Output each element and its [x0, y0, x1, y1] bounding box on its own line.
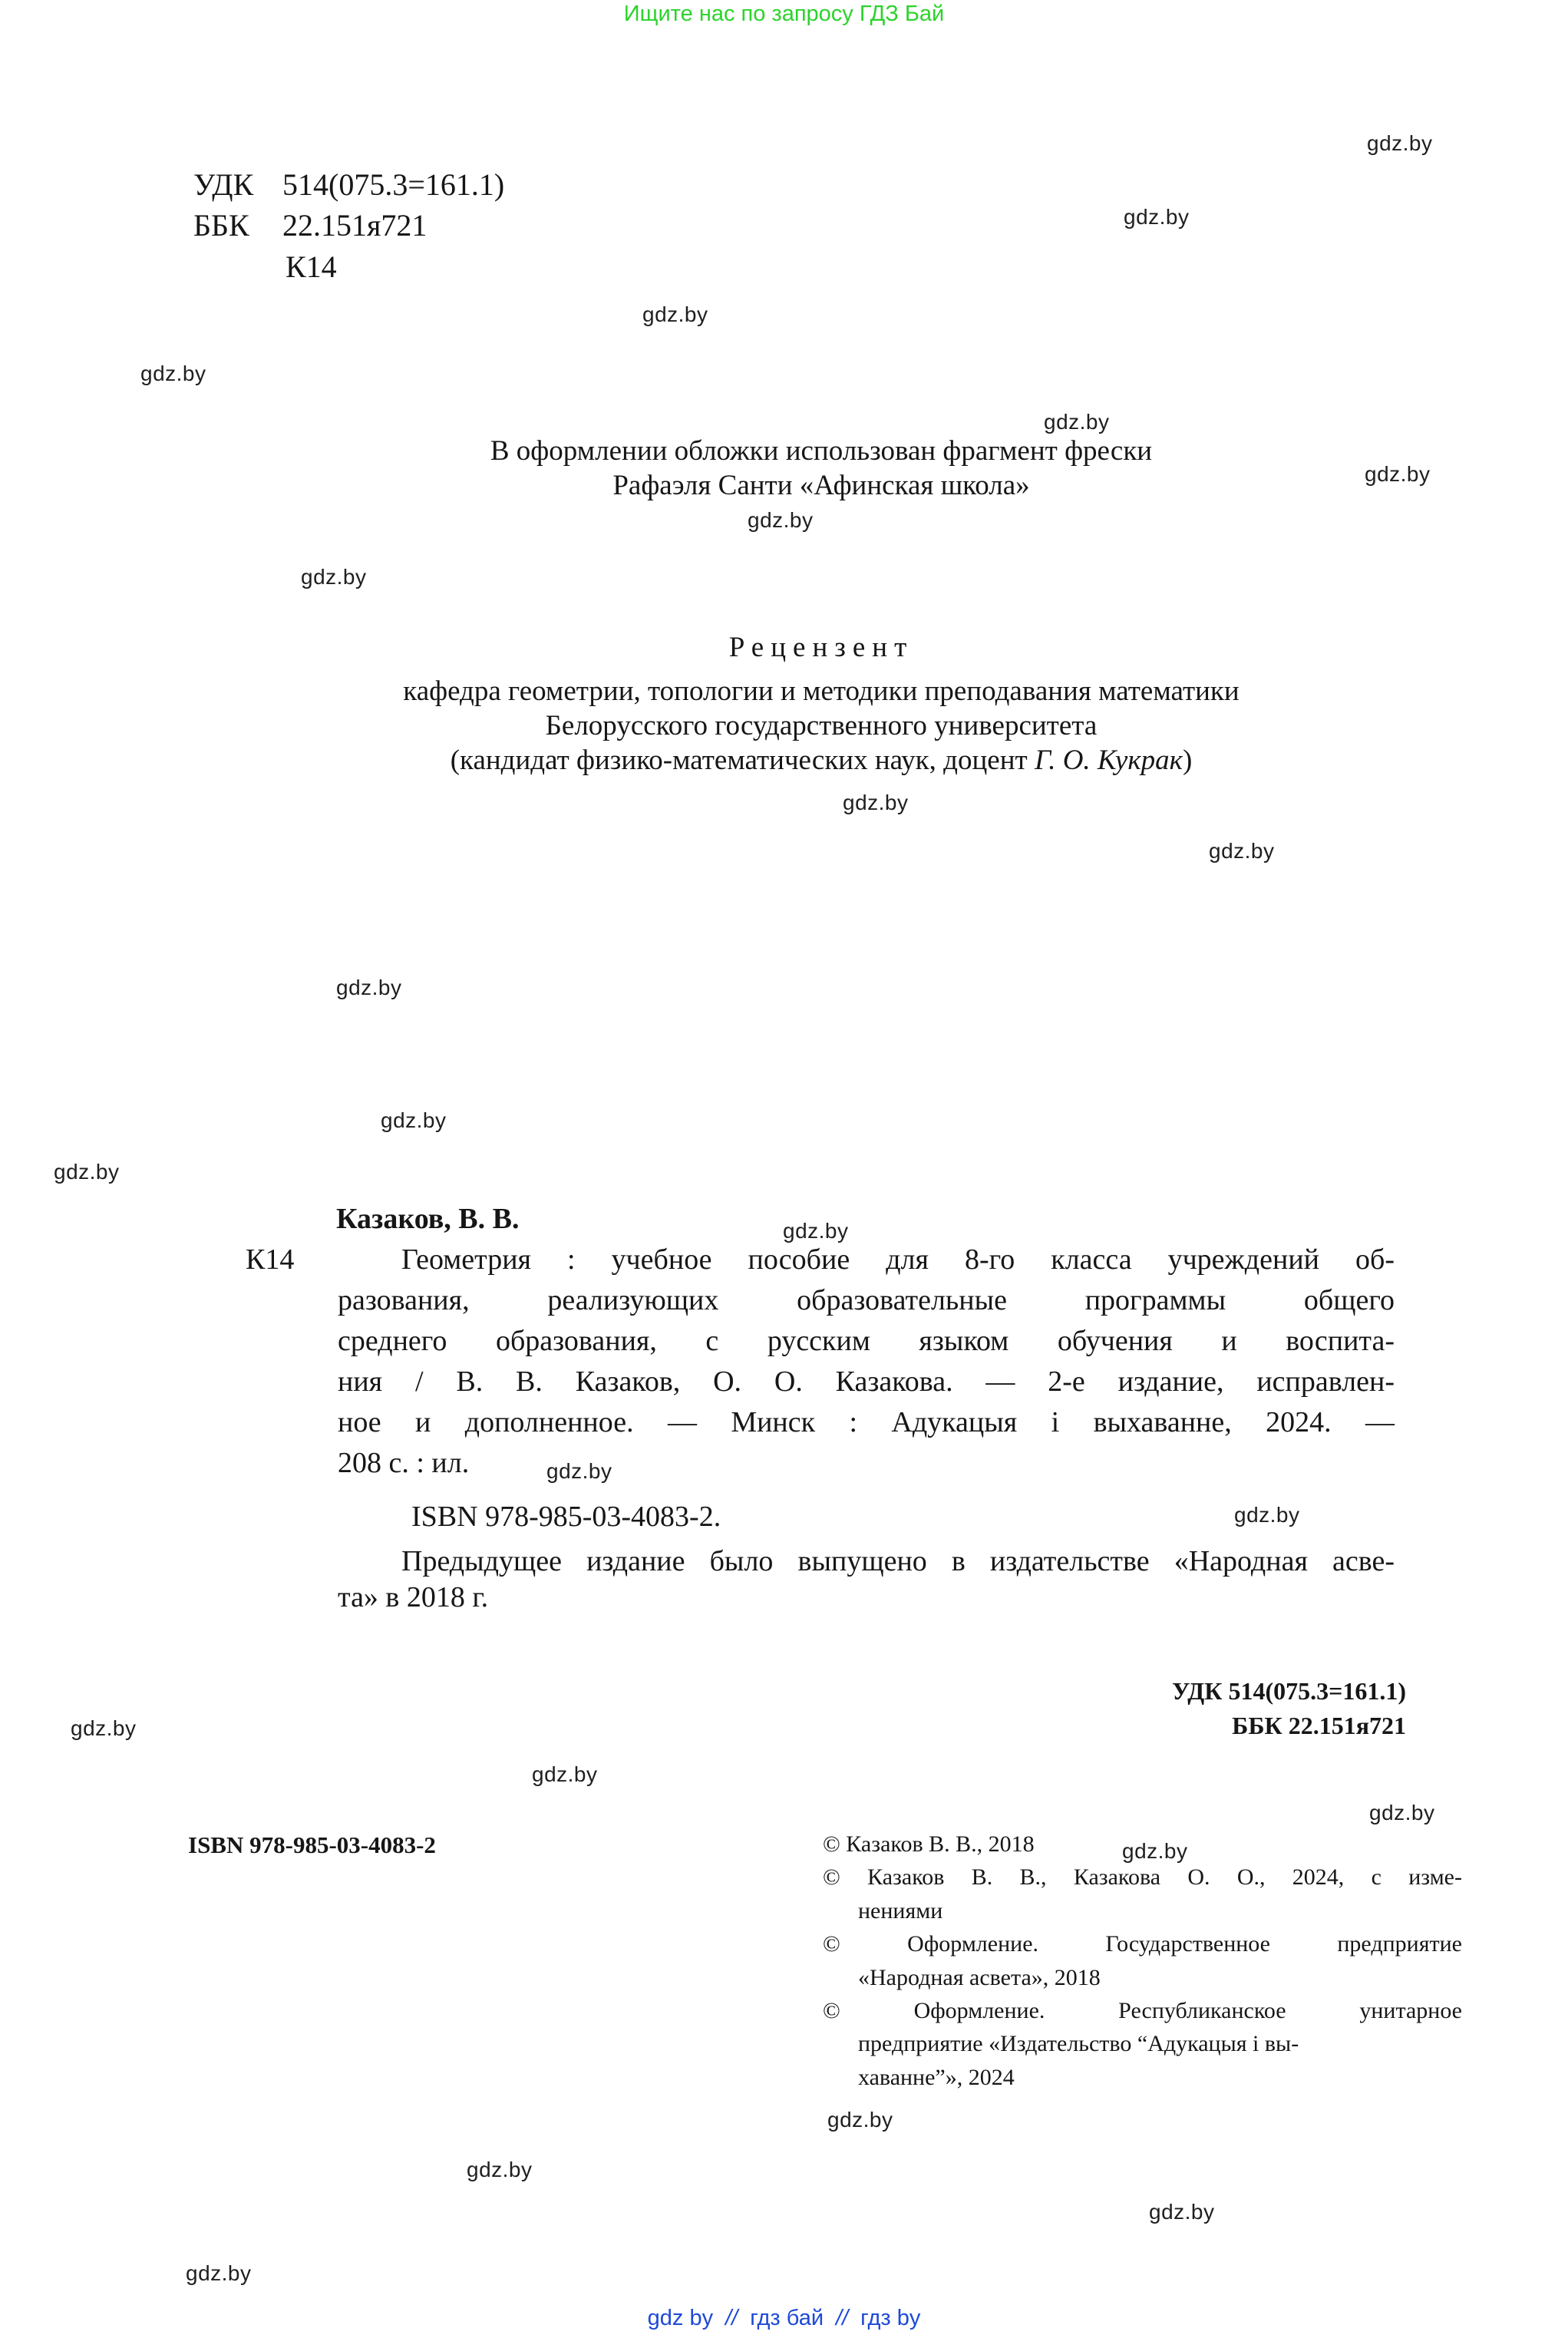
bbk-code-row	[193, 210, 427, 241]
gdz-watermark: gdz.by	[642, 302, 708, 326]
footer-link[interactable]: гдз бай	[750, 2306, 824, 2330]
text-line: ния / В. В. Казаков, О. О. Казакова. — 2-е издание, исправлен-	[338, 1365, 1395, 1398]
gdz-watermark: gdz.by	[1234, 1503, 1300, 1527]
gdz-watermark: gdz.by	[1149, 2200, 1215, 2224]
text-line: © Оформление. Республиканское унитарное	[823, 1998, 1462, 2024]
bbk-label: ББК	[193, 208, 249, 243]
gdz-watermark: gdz.by	[783, 1219, 849, 1243]
gdz-watermark: gdz.by	[748, 508, 814, 532]
reviewer-name: Г. О. Кукрак	[1034, 745, 1183, 776]
gdz-watermark: gdz.by	[1124, 205, 1190, 229]
gdz-watermark: gdz.by	[140, 362, 206, 385]
text-line: © Казаков В. В., Казакова О. О., 2024, с изме-	[823, 1864, 1462, 1891]
bottom-codes-block	[1172, 1674, 1406, 1743]
copyright-block	[823, 1828, 1462, 2094]
promo-notice: Ищите нас по запросу ГДЗ Бай	[623, 2, 945, 26]
gdz-watermark: gdz.by	[381, 1108, 447, 1132]
reviewer-line3-prefix: (кандидат физико-математических наук, доцент	[450, 745, 1035, 776]
prev-edition	[338, 1544, 1395, 1616]
gdz-watermark: gdz.by	[1367, 131, 1433, 155]
reviewer-line2: Белорусского государственного университета	[545, 710, 1098, 741]
udk-value: 514(075.3=161.1)	[282, 167, 505, 202]
text-line: ное и дополненное. — Минск : Адукацыя і выхаванне, 2024. —	[338, 1406, 1395, 1438]
gdz-watermark: gdz.by	[1044, 410, 1110, 434]
text-line: 208 с. : ил.	[338, 1447, 470, 1479]
isbn-catalog-line: ISBN 978-985-03-4083-2.	[411, 1501, 721, 1533]
text-line: та» в 2018 г.	[338, 1581, 489, 1613]
text-line: среднего образования, с русским языком обучения и воспита-	[338, 1325, 1395, 1357]
gdz-watermark: gdz.by	[546, 1459, 612, 1483]
reviewer-line3-suffix: )	[1182, 745, 1193, 776]
text-line: Предыдущее издание было выпущено в издательстве «Народная асве-	[401, 1545, 1395, 1577]
reviewer-heading: Рецензент	[728, 632, 914, 663]
cover-note-line1: В оформлении обложки использован фрагмент фрески	[490, 435, 1153, 467]
gdz-watermark: gdz.by	[54, 1160, 120, 1184]
gdz-watermark: gdz.by	[1209, 839, 1275, 863]
footer-links	[0, 2307, 1568, 2330]
cover-note-line2: Рафаэля Санти «Афинская школа»	[612, 470, 1030, 501]
text-line: хаванне”», 2024	[858, 2064, 1015, 2090]
bottom-bbk: ББК 22.151я721	[1232, 1712, 1406, 1739]
catalog-author-heading: Казаков, В. В.	[336, 1203, 520, 1235]
udk-label: УДК	[193, 167, 254, 202]
gdz-watermark: gdz.by	[827, 2108, 893, 2132]
text-line: предприятие «Издательство “Адукацыя і вы-	[858, 2031, 1299, 2057]
footer-separator: //	[836, 2306, 849, 2330]
author-sign: К14	[286, 249, 337, 284]
bbk-value: 22.151я721	[282, 208, 427, 243]
gdz-watermark: gdz.by	[301, 565, 367, 589]
text-line: Геометрия : учебное пособие для 8-го класса учреждений об-	[401, 1243, 1395, 1276]
catalog-paragraph	[338, 1240, 1395, 1484]
text-line: «Народная асвета», 2018	[858, 1964, 1101, 1990]
gdz-watermark: gdz.by	[843, 791, 909, 814]
gdz-watermark: gdz.by	[336, 976, 402, 999]
text-line: © Оформление. Государственное предприятие	[823, 1931, 1462, 1957]
footer-link[interactable]: gdz by	[647, 2306, 714, 2330]
text-line: © Казаков В. В., 2018	[823, 1831, 1035, 1857]
catalog-entry-code: К14	[246, 1243, 295, 1276]
gdz-watermark: gdz.by	[71, 1716, 137, 1740]
text-line: разования, реализующих образовательные программы общего	[338, 1284, 1395, 1316]
udk-code-row	[193, 167, 505, 202]
gdz-watermark: gdz.by	[186, 2261, 252, 2285]
gdz-watermark: gdz.by	[1122, 1839, 1188, 1863]
isbn-bottom: ISBN 978-985-03-4083-2	[188, 1831, 436, 1858]
gdz-watermark: gdz.by	[532, 1762, 598, 1786]
gdz-watermark: gdz.by	[467, 2158, 533, 2181]
footer-separator: //	[725, 2306, 738, 2330]
reviewer-line1: кафедра геометрии, топологии и методики преподавания математики	[403, 675, 1240, 707]
gdz-watermark: gdz.by	[1365, 462, 1431, 486]
footer-link[interactable]: гдз by	[860, 2306, 921, 2330]
bottom-udk: УДК 514(075.3=161.1)	[1171, 1677, 1406, 1705]
reviewer-line3	[146, 746, 1497, 774]
text-line: нениями	[858, 1897, 943, 1924]
gdz-watermark: gdz.by	[1369, 1801, 1435, 1824]
